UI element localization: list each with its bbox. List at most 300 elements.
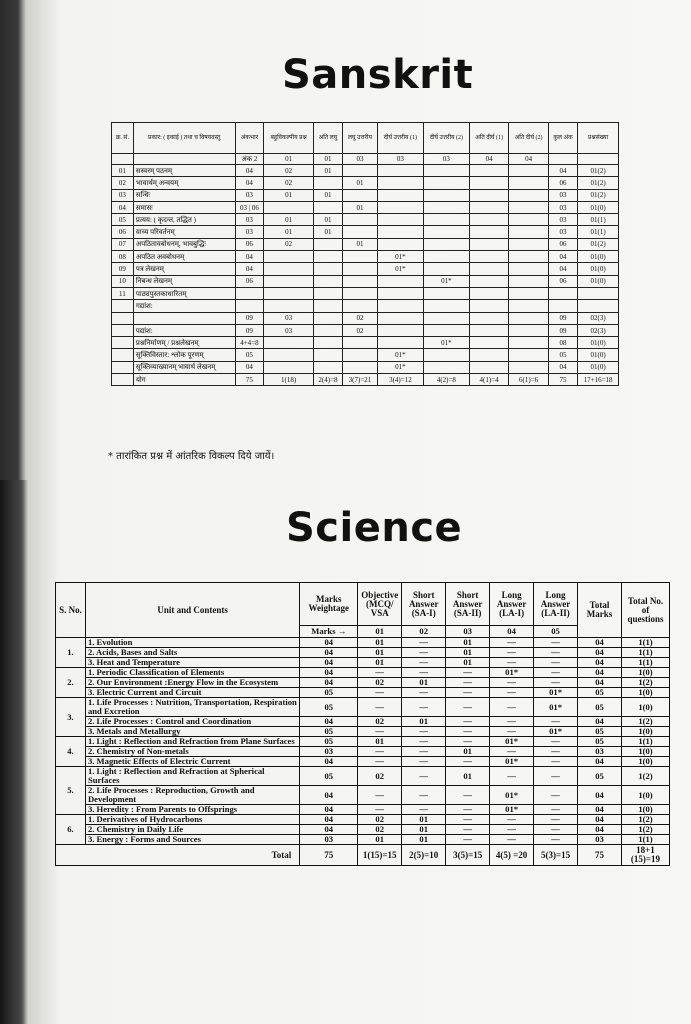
science-table-row <box>56 747 670 757</box>
sanskrit-header-cell: बहुविकल्पीय प्रश्न <box>264 123 314 154</box>
sanskrit-cell-a <box>264 275 314 287</box>
science-table-row <box>56 786 670 805</box>
sanskrit-marks-cell <box>578 154 619 165</box>
science-cell-total: 03 <box>578 747 622 757</box>
science-cell-sa1: — <box>402 648 446 658</box>
sanskrit-cell-w: 05 <box>235 349 264 361</box>
sanskrit-cell-total <box>548 300 577 312</box>
sanskrit-cell <box>133 154 235 165</box>
sanskrit-cell <box>112 154 134 165</box>
marks-la2: 05 <box>534 626 578 638</box>
sanskrit-cell-g <box>509 361 549 373</box>
science-cell-w: 04 <box>300 805 358 815</box>
science-cell-obj: 02 <box>358 815 402 825</box>
sanskrit-table-row <box>112 300 619 312</box>
science-cell-la2: 01* <box>534 688 578 698</box>
header-unit: Unit and Contents <box>85 583 299 638</box>
sanskrit-cell-d <box>377 312 423 324</box>
science-cell-la2: — <box>534 835 578 845</box>
sanskrit-table-row <box>112 251 619 263</box>
sanskrit-cell-e <box>423 238 469 250</box>
science-cell-la1: 01* <box>490 757 534 767</box>
sanskrit-cell-g <box>509 251 549 263</box>
science-cell-sa2: — <box>446 825 490 835</box>
sanskrit-cell-a <box>264 287 314 299</box>
sanskrit-cell-q: 01(0) <box>578 201 619 213</box>
sanskrit-cell-w: 09 <box>235 312 264 324</box>
sanskrit-cell-a <box>264 361 314 373</box>
science-cell-w: 04 <box>300 648 358 658</box>
science-cell-la1: 01* <box>490 805 534 815</box>
sanskrit-cell-q: 01(1) <box>578 214 619 226</box>
sanskrit-cell-e <box>423 263 469 275</box>
sanskrit-total-a: 1(18) <box>264 374 314 386</box>
science-cell-q: 1(2) <box>621 825 669 835</box>
science-total-row <box>56 845 670 866</box>
sanskrit-total-total: 75 <box>548 374 577 386</box>
science-cell-sa1: — <box>402 668 446 678</box>
sanskrit-total-c: 3(7)=21 <box>342 374 377 386</box>
sanskrit-cell-b <box>313 337 342 349</box>
sanskrit-cell-b <box>313 201 342 213</box>
science-cell-total: 04 <box>578 668 622 678</box>
sanskrit-marks-cell: 03 <box>377 154 423 165</box>
science-cell-sa2: 01 <box>446 747 490 757</box>
sanskrit-cell-sno: 01 <box>112 165 134 177</box>
science-unit: 3. Magnetic Effects of Electric Current <box>85 757 299 767</box>
sanskrit-cell-w <box>235 300 264 312</box>
science-cell-la1: — <box>490 727 534 737</box>
sanskrit-cell-f <box>469 287 509 299</box>
sanskrit-cell <box>112 374 134 386</box>
science-cell-w: 04 <box>300 668 358 678</box>
sanskrit-header-cell: दीर्घ उत्तरीय (2) <box>423 123 469 154</box>
science-cell-la2: 01* <box>534 727 578 737</box>
science-unit: 3. Metals and Metallurgy <box>85 727 299 737</box>
science-cell-total: 04 <box>578 717 622 727</box>
sanskrit-cell-e <box>423 214 469 226</box>
science-table-row <box>56 668 670 678</box>
sanskrit-cell-total: 05 <box>548 349 577 361</box>
sanskrit-header-cell: लघु उत्तरीय <box>342 123 377 154</box>
science-total-label: Total <box>56 845 300 866</box>
sanskrit-table-row <box>112 165 619 177</box>
science-unit: 2. Our Environment :Energy Flow in the Ecosystem <box>85 678 299 688</box>
science-cell-total: 04 <box>578 815 622 825</box>
science-cell-q: 1(1) <box>621 737 669 747</box>
sanskrit-cell-q <box>578 287 619 299</box>
sanskrit-cell-q: 01(0) <box>578 361 619 373</box>
science-cell-w: 04 <box>300 717 358 727</box>
sanskrit-cell-b: 01 <box>313 214 342 226</box>
sanskrit-cell-d <box>377 201 423 213</box>
science-total-la2: 5(3)=15 <box>534 845 578 866</box>
science-unit: 1. Periodic Classification of Elements <box>85 668 299 678</box>
science-cell-total: 05 <box>578 727 622 737</box>
sanskrit-cell-f <box>469 214 509 226</box>
sanskrit-cell-a: 02 <box>264 165 314 177</box>
sanskrit-table-row <box>112 226 619 238</box>
sanskrit-cell-f <box>469 263 509 275</box>
sanskrit-total-row <box>112 374 619 386</box>
marks-label: Marks → <box>300 626 358 638</box>
sanskrit-cell-unit: सन्धिः <box>133 189 235 201</box>
science-total-obj: 1(15)=15 <box>358 845 402 866</box>
science-unit: 2. Chemistry of Non-metals <box>85 747 299 757</box>
sanskrit-cell-c <box>342 214 377 226</box>
sanskrit-cell-b <box>313 324 342 336</box>
sanskrit-cell-e: 01* <box>423 337 469 349</box>
science-cell-sa1: — <box>402 698 446 717</box>
sanskrit-cell-sno <box>112 361 134 373</box>
sanskrit-cell-c <box>342 263 377 275</box>
science-cell-q: 1(1) <box>621 658 669 668</box>
science-cell-la2: — <box>534 717 578 727</box>
science-cell-w: 05 <box>300 688 358 698</box>
sanskrit-cell-c: 02 <box>342 324 377 336</box>
sanskrit-cell-unit: प्रश्ननिर्माणम् / प्रश्नलेखनम् <box>133 337 235 349</box>
sanskrit-cell-w: 03 | 06 <box>235 201 264 213</box>
sanskrit-cell-c <box>342 287 377 299</box>
sanskrit-cell-c <box>342 337 377 349</box>
sanskrit-cell-a <box>264 251 314 263</box>
sanskrit-cell-q: 01(2) <box>578 238 619 250</box>
science-cell-q: 1(2) <box>621 678 669 688</box>
sanskrit-cell-c <box>342 349 377 361</box>
sanskrit-header-cell: प्रकार: ( इकाई ) तथा च विषयवस्तु <box>133 123 235 154</box>
science-cell-la2: — <box>534 638 578 648</box>
sanskrit-cell-g <box>509 226 549 238</box>
science-cell-sa1: — <box>402 757 446 767</box>
sanskrit-table-row <box>112 287 619 299</box>
sanskrit-cell-sno: 07 <box>112 238 134 250</box>
science-table-row <box>56 648 670 658</box>
sanskrit-cell-d <box>377 226 423 238</box>
science-cell-la1: — <box>490 678 534 688</box>
sanskrit-table-row <box>112 361 619 373</box>
science-cell-sa1: — <box>402 767 446 786</box>
science-cell-w: 05 <box>300 767 358 786</box>
science-cell-sa1: — <box>402 727 446 737</box>
header-total-questions: Total No. of questions <box>621 583 669 638</box>
science-cell-la1: 01* <box>490 668 534 678</box>
science-cell-total: 04 <box>578 638 622 648</box>
science-cell-obj: — <box>358 786 402 805</box>
science-total-sa2: 3(5)=15 <box>446 845 490 866</box>
science-cell-sa2: 01 <box>446 648 490 658</box>
science-cell-la2: — <box>534 737 578 747</box>
sanskrit-cell-unit: सस्वरम् पठनम् <box>133 165 235 177</box>
sanskrit-cell-e <box>423 177 469 189</box>
sanskrit-cell-f <box>469 177 509 189</box>
sanskrit-table-row <box>112 238 619 250</box>
sanskrit-cell-sno: 10 <box>112 275 134 287</box>
sanskrit-cell-q: 02(3) <box>578 312 619 324</box>
science-cell-obj: — <box>358 747 402 757</box>
sanskrit-cell-q: 01(2) <box>578 177 619 189</box>
header-sa2: Short Answer (SA-II) <box>446 583 490 626</box>
science-sno: 6. <box>56 815 86 845</box>
sanskrit-cell-q: 01(2) <box>578 165 619 177</box>
science-unit: 1. Life Processes : Nutrition, Transportation, Respiration and Excretion <box>85 698 299 717</box>
sanskrit-cell-total: 09 <box>548 324 577 336</box>
science-cell-obj: 01 <box>358 835 402 845</box>
science-cell-la1: 01* <box>490 786 534 805</box>
sanskrit-cell-f <box>469 300 509 312</box>
sanskrit-cell-w: 03 <box>235 214 264 226</box>
science-cell-obj: 01 <box>358 638 402 648</box>
sanskrit-cell-unit: प्रत्यय: ( कृदन्त, तद्धित ) <box>133 214 235 226</box>
science-cell-obj: 02 <box>358 678 402 688</box>
science-unit: 1. Light : Reflection and Refraction at Spherical Surfaces <box>85 767 299 786</box>
sanskrit-cell-b <box>313 275 342 287</box>
science-cell-w: 03 <box>300 747 358 757</box>
sanskrit-cell-a: 01 <box>264 214 314 226</box>
sanskrit-cell-q <box>578 300 619 312</box>
sanskrit-cell-f <box>469 349 509 361</box>
science-unit: 3. Energy : Forms and Sources <box>85 835 299 845</box>
sanskrit-cell-f <box>469 251 509 263</box>
science-cell-la2: — <box>534 786 578 805</box>
sanskrit-table-row <box>112 275 619 287</box>
sanskrit-cell-g <box>509 165 549 177</box>
science-cell-w: 04 <box>300 658 358 668</box>
sanskrit-cell-d: 01* <box>377 263 423 275</box>
science-cell-total: 04 <box>578 825 622 835</box>
science-cell-w: 05 <box>300 737 358 747</box>
sanskrit-marks-cell: 03 <box>342 154 377 165</box>
sanskrit-cell-b <box>313 177 342 189</box>
header-la2: Long Answer (LA-II) <box>534 583 578 626</box>
sanskrit-cell-sno: 11 <box>112 287 134 299</box>
sanskrit-cell-unit: निबन्ध लेखनम् <box>133 275 235 287</box>
sanskrit-cell-e <box>423 324 469 336</box>
sanskrit-cell-w: 06 <box>235 275 264 287</box>
sanskrit-cell-a: 01 <box>264 226 314 238</box>
sanskrit-total-w: 75 <box>235 374 264 386</box>
sanskrit-cell-a <box>264 349 314 361</box>
science-cell-total: 03 <box>578 835 622 845</box>
sanskrit-cell-g <box>509 214 549 226</box>
sanskrit-header-cell: दीर्घ उत्तरीय (1) <box>377 123 423 154</box>
science-cell-total: 04 <box>578 678 622 688</box>
science-table-row <box>56 805 670 815</box>
sanskrit-cell-d <box>377 214 423 226</box>
science-table-row <box>56 678 670 688</box>
science-cell-obj: 01 <box>358 658 402 668</box>
science-cell-total: 04 <box>578 786 622 805</box>
science-cell-la2: — <box>534 757 578 767</box>
sanskrit-cell-a <box>264 201 314 213</box>
science-cell-q: 1(0) <box>621 727 669 737</box>
science-cell-obj: — <box>358 727 402 737</box>
science-cell-la1: — <box>490 648 534 658</box>
sanskrit-cell-sno: 09 <box>112 263 134 275</box>
science-cell-la1: — <box>490 815 534 825</box>
science-table-row <box>56 767 670 786</box>
marks-la1: 04 <box>490 626 534 638</box>
sanskrit-cell-a <box>264 300 314 312</box>
science-cell-obj: 02 <box>358 717 402 727</box>
sanskrit-total-e: 4(2)=8 <box>423 374 469 386</box>
science-total-total: 75 <box>578 845 622 866</box>
science-total-sa1: 2(5)=10 <box>402 845 446 866</box>
science-cell-la1: — <box>490 835 534 845</box>
sanskrit-cell-d <box>377 238 423 250</box>
science-cell-sa2: — <box>446 757 490 767</box>
science-cell-la1: — <box>490 717 534 727</box>
science-total-q: 18+1 (15)=19 <box>621 845 669 866</box>
science-cell-q: 1(2) <box>621 717 669 727</box>
science-cell-la2: — <box>534 668 578 678</box>
sanskrit-cell-e <box>423 349 469 361</box>
sanskrit-total-d: 3(4)=12 <box>377 374 423 386</box>
sanskrit-cell-f <box>469 361 509 373</box>
sanskrit-cell-sno: 02 <box>112 177 134 189</box>
sanskrit-cell-w: 04 <box>235 177 264 189</box>
science-unit: 2. Chemistry in Daily Life <box>85 825 299 835</box>
science-table-row <box>56 737 670 747</box>
sanskrit-cell-a <box>264 263 314 275</box>
sanskrit-cell-w: 4+4=8 <box>235 337 264 349</box>
sanskrit-cell-f <box>469 337 509 349</box>
science-cell-sa1: 01 <box>402 815 446 825</box>
sanskrit-cell-c <box>342 361 377 373</box>
sanskrit-cell-unit: गद्यांश: <box>133 300 235 312</box>
sanskrit-cell-b <box>313 312 342 324</box>
sanskrit-total-label: योग <box>133 374 235 386</box>
science-cell-q: 1(1) <box>621 638 669 648</box>
sanskrit-table-row <box>112 201 619 213</box>
sanskrit-table-row <box>112 337 619 349</box>
science-unit: 2. Life Processes : Control and Coordination <box>85 717 299 727</box>
sanskrit-cell-total: 08 <box>548 337 577 349</box>
sanskrit-cell-total: 03 <box>548 189 577 201</box>
sanskrit-header-cell: अति दीर्घ (2) <box>509 123 549 154</box>
header-la1: Long Answer (LA-I) <box>490 583 534 626</box>
science-cell-total: 04 <box>578 757 622 767</box>
sanskrit-cell-e: 01* <box>423 275 469 287</box>
science-unit: 1. Evolution <box>85 638 299 648</box>
sanskrit-cell-sno: 05 <box>112 214 134 226</box>
sanskrit-cell-g <box>509 189 549 201</box>
sanskrit-table-row <box>112 214 619 226</box>
sanskrit-cell-total <box>548 287 577 299</box>
sanskrit-cell-d <box>377 177 423 189</box>
sanskrit-cell-d: 01* <box>377 251 423 263</box>
sanskrit-cell-unit: अपठित अवबोधनम् <box>133 251 235 263</box>
sanskrit-cell-d <box>377 275 423 287</box>
sanskrit-cell-g <box>509 201 549 213</box>
science-cell-q: 1(0) <box>621 698 669 717</box>
sanskrit-cell-a: 02 <box>264 177 314 189</box>
sanskrit-header-cell: अति दीर्घ (1) <box>469 123 509 154</box>
science-cell-la2: — <box>534 648 578 658</box>
sanskrit-total-q: 17+16=18 <box>578 374 619 386</box>
science-cell-la1: — <box>490 747 534 757</box>
sanskrit-cell-q: 01(0) <box>578 275 619 287</box>
sanskrit-cell-total: 03 <box>548 214 577 226</box>
science-cell-la1: — <box>490 638 534 648</box>
science-cell-sa1: 01 <box>402 825 446 835</box>
sanskrit-cell-q: 01(0) <box>578 337 619 349</box>
science-cell-total: 05 <box>578 737 622 747</box>
sanskrit-cell-q: 01(0) <box>578 263 619 275</box>
science-cell-la2: — <box>534 815 578 825</box>
science-cell-total: 04 <box>578 805 622 815</box>
sanskrit-cell-e <box>423 300 469 312</box>
sanskrit-cell-sno: 06 <box>112 226 134 238</box>
sanskrit-cell-sno: 03 <box>112 189 134 201</box>
science-cell-total: 05 <box>578 688 622 698</box>
science-cell-sa1: 01 <box>402 678 446 688</box>
science-unit: 1. Light : Reflection and Refraction from Plane Surfaces <box>85 737 299 747</box>
sanskrit-cell-b: 01 <box>313 189 342 201</box>
science-table-row <box>56 757 670 767</box>
sanskrit-heading: Sanskrit <box>282 52 474 98</box>
marks-sa1: 02 <box>402 626 446 638</box>
sanskrit-cell-b <box>313 251 342 263</box>
sanskrit-cell-sno <box>112 337 134 349</box>
science-table-row <box>56 717 670 727</box>
sanskrit-blueprint-table <box>111 122 619 386</box>
science-cell-obj: 02 <box>358 767 402 786</box>
sanskrit-total-f: 4(1)=4 <box>469 374 509 386</box>
sanskrit-header-cell: क्र. सं. <box>112 123 134 154</box>
science-sno: 3. <box>56 698 86 737</box>
sanskrit-cell-g <box>509 312 549 324</box>
sanskrit-cell-b <box>313 349 342 361</box>
sanskrit-cell-c <box>342 226 377 238</box>
science-cell-sa2: — <box>446 786 490 805</box>
sanskrit-cell-total: 06 <box>548 275 577 287</box>
sanskrit-cell-c: 01 <box>342 238 377 250</box>
marks-obj: 01 <box>358 626 402 638</box>
sanskrit-cell-d <box>377 165 423 177</box>
science-cell-q: 1(2) <box>621 767 669 786</box>
sanskrit-cell-g <box>509 287 549 299</box>
science-table-row <box>56 825 670 835</box>
sanskrit-cell-w: 03 <box>235 226 264 238</box>
sanskrit-cell-f <box>469 312 509 324</box>
sanskrit-total-b: 2(4)=8 <box>313 374 342 386</box>
sanskrit-cell-sno: 04 <box>112 201 134 213</box>
science-cell-la2: — <box>534 825 578 835</box>
sanskrit-cell-e <box>423 201 469 213</box>
sanskrit-header-cell: अंकभार <box>235 123 264 154</box>
sanskrit-cell-d <box>377 337 423 349</box>
sanskrit-cell-unit: अपठितावबोधनम्, भावबुद्धिः <box>133 238 235 250</box>
header-objective: Objective (MCQ/ VSA <box>358 583 402 626</box>
science-cell-total: 05 <box>578 698 622 717</box>
science-cell-la2: — <box>534 747 578 757</box>
marks-sa2: 03 <box>446 626 490 638</box>
sanskrit-marks-cell: 01 <box>264 154 314 165</box>
science-cell-la2: — <box>534 658 578 668</box>
science-cell-sa2: — <box>446 688 490 698</box>
science-cell-la1: — <box>490 688 534 698</box>
sanskrit-cell-a: 01 <box>264 189 314 201</box>
sanskrit-cell-c: 02 <box>342 312 377 324</box>
sanskrit-cell-a: 03 <box>264 324 314 336</box>
science-table-row <box>56 727 670 737</box>
sanskrit-marks-cell: 01 <box>313 154 342 165</box>
sanskrit-cell-c <box>342 251 377 263</box>
sanskrit-cell-total: 06 <box>548 177 577 189</box>
sanskrit-marks-cell: अंक 2 <box>235 154 264 165</box>
science-table-row <box>56 658 670 668</box>
science-cell-w: 04 <box>300 678 358 688</box>
